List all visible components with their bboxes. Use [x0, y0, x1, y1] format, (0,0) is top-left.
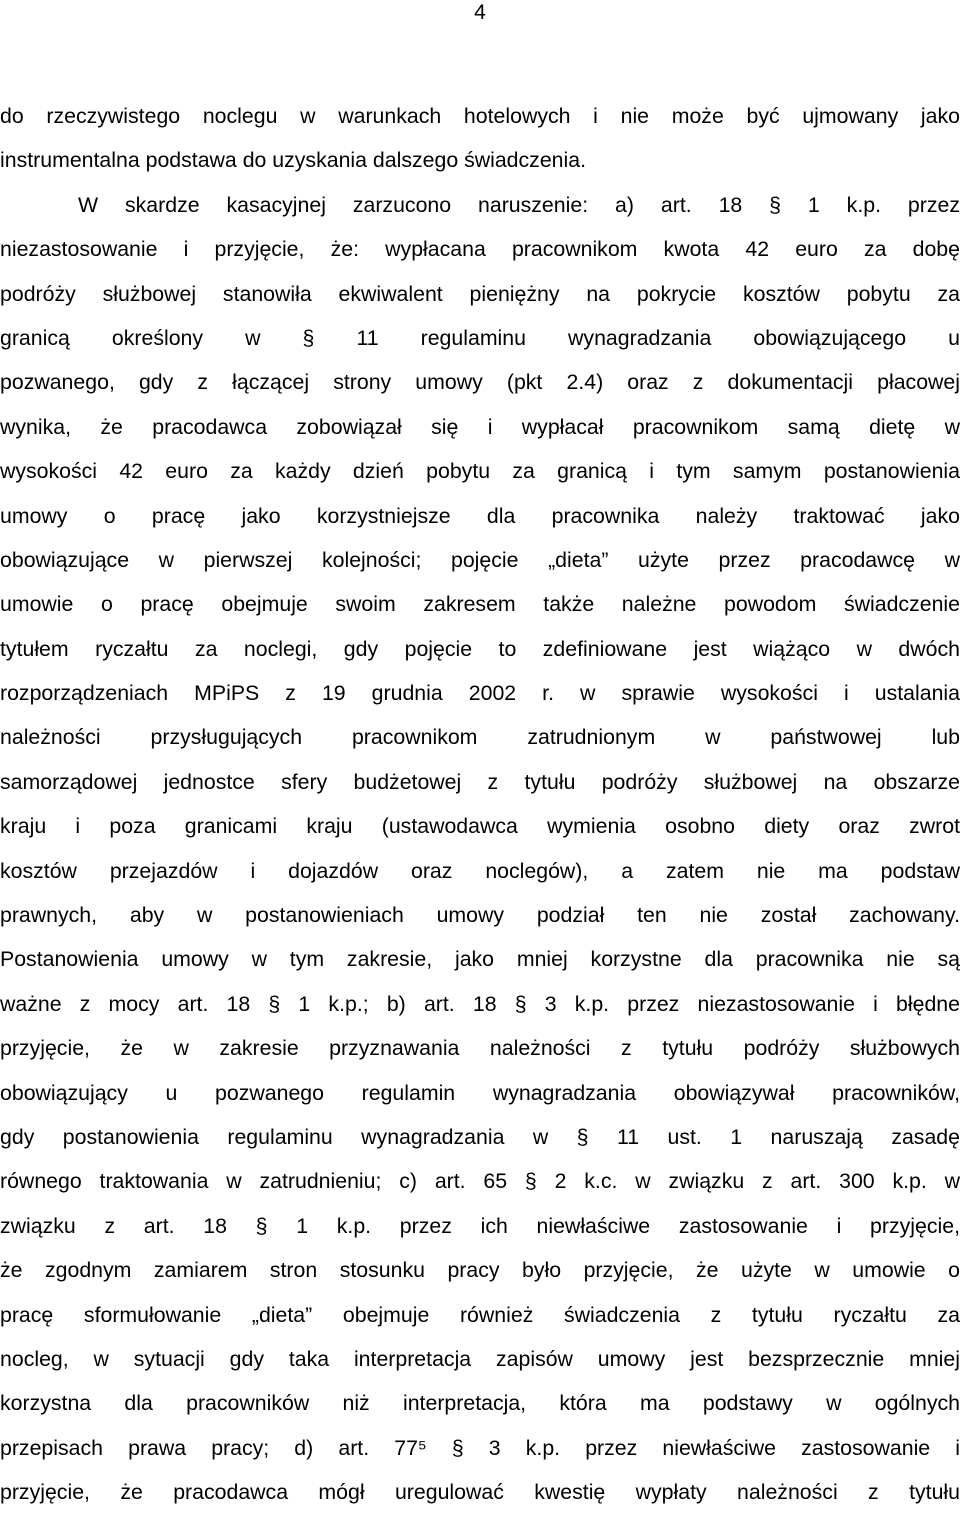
text-line: tytułem ryczałtu za noclegi, gdy pojęcie to zdefiniowane jest wiążąco w dwóch	[0, 636, 960, 661]
text-line: instrumentalna podstawa do uzyskania dalszego świadczenia.	[0, 148, 587, 173]
text-line: wynika, że pracodawca zobowiązał się i wypłacał pracownikom samą dietę w	[0, 414, 960, 439]
text-line: przyjęcie, że w zakresie przyznawania należności z tytułu podróży służbowych	[0, 1036, 960, 1061]
text-line: umowie o pracę obejmuje swoim zakresem także należne powodom świadczenie	[0, 592, 960, 617]
text-line: samorządowej jednostce sfery budżetowej z tytułu podróży służbowej na obszarze	[0, 769, 960, 794]
text-line: umowy o pracę jako korzystniejsze dla pracownika należy traktować jako	[0, 503, 960, 528]
text-line: związku z art. 18 § 1 k.p. przez ich niewłaściwe zastosowanie i przyjęcie,	[0, 1213, 960, 1238]
text-line: Postanowienia umowy w tym zakresie, jako mniej korzystne dla pracownika nie są	[0, 947, 960, 972]
text-line: korzystna dla pracowników niż interpretacja, która ma podstawy w ogólnych	[0, 1391, 960, 1416]
text-line: że zgodnym zamiarem stron stosunku pracy było przyjęcie, że użyte w umowie o	[0, 1258, 960, 1283]
text-line: niezastosowanie i przyjęcie, że: wypłacana pracownikom kwota 42 euro za dobę	[0, 237, 960, 262]
text-line: obowiązujący u pozwanego regulamin wynagradzania obowiązywał pracowników,	[0, 1080, 960, 1105]
text-line: obowiązujące w pierwszej kolejności; pojęcie „dieta” użyte przez pracodawcę w	[0, 547, 960, 572]
page-number: 4	[474, 1, 486, 24]
text-line: kraju i poza granicami kraju (ustawodawca wymienia osobno diety oraz zwrot	[0, 814, 960, 839]
text-line: W skardze kasacyjnej zarzucono naruszenie: a) art. 18 § 1 k.p. przez	[78, 192, 960, 217]
text-line: należności przysługujących pracownikom zatrudnionym w państwowej lub	[0, 725, 960, 750]
text-line: rozporządzeniach MPiPS z 19 grudnia 2002 r. w sprawie wysokości i ustalania	[0, 681, 960, 706]
text-line: granicą określony w § 11 regulaminu wynagradzania obowiązującego u	[0, 325, 960, 350]
text-line: prawnych, aby w postanowieniach umowy podział ten nie został zachowany.	[0, 903, 960, 928]
text-line: wysokości 42 euro za każdy dzień pobytu za granicą i tym samym postanowienia	[0, 459, 960, 484]
text-line: przyjęcie, że pracodawca mógł uregulować kwestię wypłaty należności z tytułu	[0, 1480, 960, 1505]
text-line: kosztów przejazdów i dojazdów oraz noclegów), a zatem nie ma podstaw	[0, 858, 960, 883]
text-line: pozwanego, gdy z łączącej strony umowy (pkt 2.4) oraz z dokumentacji płacowej	[0, 370, 960, 395]
text-line: nocleg, w sytuacji gdy taka interpretacja zapisów umowy jest bezsprzecznie mniej	[0, 1346, 960, 1371]
text-line: ważne z mocy art. 18 § 1 k.p.; b) art. 18 § 3 k.p. przez niezastosowanie i błędne	[0, 991, 960, 1016]
text-line: równego traktowania w zatrudnieniu; c) art. 65 § 2 k.c. w związku z art. 300 k.p. w	[0, 1169, 960, 1194]
text-line: pracę sformułowanie „dieta” obejmuje również świadczenia z tytułu ryczałtu za	[0, 1302, 960, 1327]
document-body	[0, 94, 960, 1515]
text-line: podróży służbowej stanowiła ekwiwalent pieniężny na pokrycie kosztów pobytu za	[0, 281, 960, 306]
text-line: przepisach prawa pracy; d) art. 77⁵ § 3 k.p. przez niewłaściwe zastosowanie i	[0, 1435, 960, 1460]
text-line: do rzeczywistego noclegu w warunkach hotelowych i nie może być ujmowany jako	[0, 104, 960, 128]
text-line: gdy postanowienia regulaminu wynagradzania w § 11 ust. 1 naruszają zasadę	[0, 1124, 960, 1149]
